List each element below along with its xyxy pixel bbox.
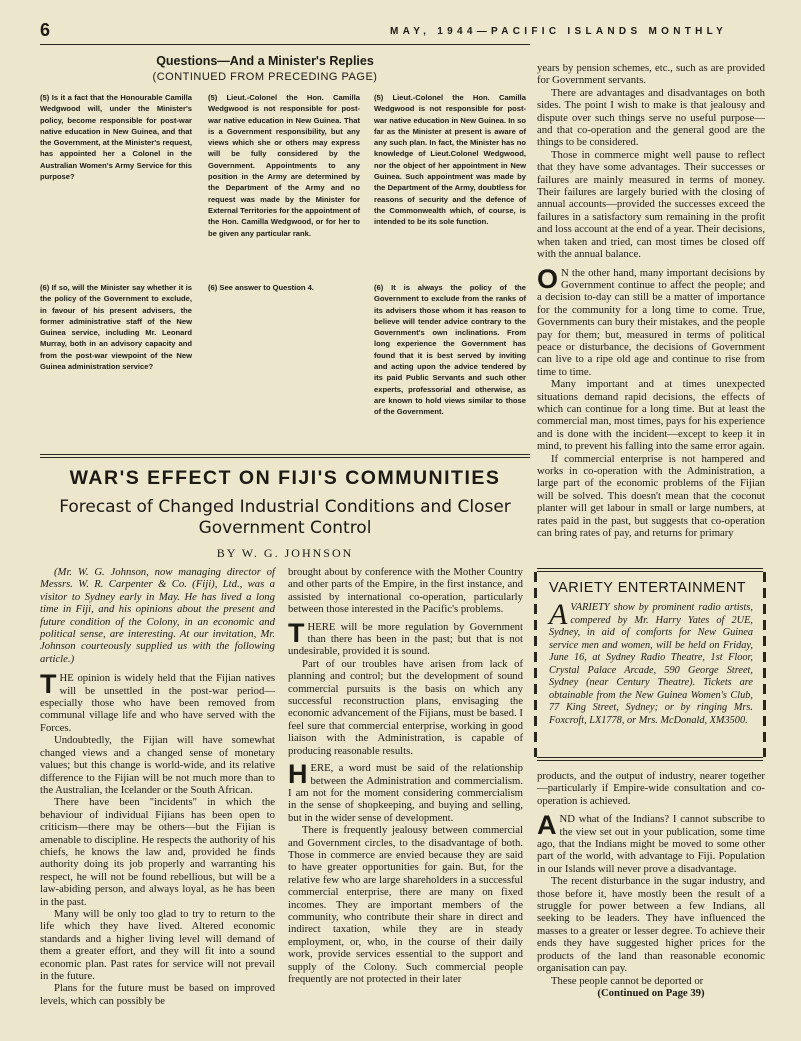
paragraph: There are advantages and disadvantages on both sides. The point I wish to make is that jealousy and dispute over such things serve no useful purpose—and that co-operation and the general good are the things to be considered.: [537, 86, 765, 149]
paragraph: The recent disturbance in the sugar industry, and those before it, have mostly been the result of a struggle for power between a few Indians, all seeking to be leaders. They have influenced the masses to a greater or lesser degree. To achieve their ends they have suggested higher prices for the products of the land than reasonable economic organisation can pay.: [537, 875, 765, 975]
answer-5-official: (5) Lieut.-Colonel the Hon. Camilla Wedgwood is not responsible for post-war native education in New Guinea. That is a Government responsibility, but any views which she or others may express will be fully considered by the Government. Appointments to any position in the Army are determined by the Department of the Army and no request was made by the Minister for External Territories for the appointment of the Hon. Camilla Wedgwood, or for her to be given any particular rank.: [208, 93, 360, 238]
paragraph: Many important and at times unexpected situations demand rapid decisions, the effects of which can continue for a long time. But at least the commercial man, most times, pays for his experience and is done with the incident—except to keep it in mind, to prevent his falling into the same error again.: [537, 378, 765, 453]
box-body: AVARIETY show by prominent radio artists, compered by Mr. Harry Yates of 2UE, Sydney, in aid of comforts for New Guinea service men and women, will be held on Friday, June 16, at Sydney Radio Theatre, 1st Floor, Crystal Palace Arcade, 590 George Street, Sydney (near Century Theatre). Tickets are obtainable from the New Guinea Women's Club, 77 King Street, Sydney; or by ringing Mrs. Foxcroft, LX1778, or Mrs. McDonald, XM3500.: [549, 598, 753, 726]
question-5: (5) Is it a fact that the Honourable Camilla Wedgwood will, under the Minister's policy, become responsible for post-war native education in New Guinea, and that the Government, at the Minister's request, has appointed her a Colonel in the Australian Women's Army Service for this purpose?: [40, 93, 192, 182]
answer-5-satirical: (5) Lieut.-Colonel the Hon. Camilla Wedgwood is not responsible for post-war native education in New Guinea. In so far as the Minister at present is aware of any such plan. In fact, the Minister has no knowledge of Lieut.Colonel Wedgwood, nor the object of her appointment in New Guinea. Such appointment was made by the Department of the Army, doubtless for reasons of security and the defence of the Commonwealth which, of course, is intended to be its sole function.: [374, 93, 526, 227]
drop-cap: A: [549, 598, 568, 631]
drop-cap: A: [537, 810, 557, 841]
right-column-bottom: [537, 770, 765, 999]
question-6: (6) If so, will the Minister say whether it is the policy of the Government to exclude, in favour of his present advisers, the former administrative staff of the New Guinea service, including Mr. Leonard Murray, both in an advisory capacity and from the post-war viewpoint of the New Guinea administration service?: [40, 283, 192, 372]
article-byline: BY W. G. JOHNSON: [216, 546, 354, 560]
running-head: MAY, 1944—PACIFIC ISLANDS MONTHLY: [390, 26, 728, 37]
drop-cap: T: [288, 617, 305, 648]
drop-cap: O: [537, 263, 559, 294]
drop-cap: H: [288, 759, 308, 790]
paragraph: Part of our troubles have arisen from lack of planning and control; but the development of sound commercial pursuits is the basis on which any successful reconstruction plans, envisaging the economic advancement of the Fijians, must be based. I feel sure that commercial enterprise, working in good liaison with the Administration, is capable of producing reasonable results.: [288, 657, 523, 757]
questions-title: Questions—And a Minister's Replies: [156, 54, 374, 68]
box-border-left: [534, 572, 537, 757]
section-rule: [40, 454, 530, 455]
paragraph: These people cannot be deported or: [551, 974, 704, 987]
continued-note: (Continued on Page 39): [597, 986, 705, 999]
paragraph: Many will be only too glad to try to return to the life which they have lived. Altered economic standards and a higher living level will demand of them a greater effort, and they will fit into a sound economic plan. Past rates for service will not prevail in the future.: [40, 907, 275, 982]
drop-cap: T: [40, 669, 57, 700]
article-subhead: Forecast of Changed Industrial Conditions and Closer Government Control: [59, 497, 511, 538]
paragraph: Undoubtedly, the Fijian will have somewhat changed views and a changed sense of monetary values; but this change is world-wide, and its relative difference to the Fijian will be not much more than to the Australian, the Icelander or the South African.: [40, 734, 275, 796]
paragraph: years by pension schemes, etc., such as are provided for Government servants.: [537, 62, 765, 87]
there-paragraph: THERE will be more regulation by Government than there has been in the past; but that is not undesirable, provided it is sound.: [288, 617, 523, 658]
answer-6-official: (6) See answer to Question 4.: [208, 283, 314, 292]
box-title: VARIETY ENTERTAINMENT: [549, 580, 747, 596]
opening-paragraph: THE opinion is widely held that the Fijian natives will be unsettled in the post-war period—especially those who have been removed from communal village life and who have served with the Forces.: [40, 669, 275, 734]
right-column-top: [537, 62, 765, 539]
article-column-left: [40, 566, 275, 1007]
paragraph: Those in commerce might well pause to reflect that they have some advantages. Their successes or failures are mainly measured in terms of money. Their failures are largely buried with the closing of annual accounts—provided the successes exceed the failures in a satisfactory sum remaining in the profit and loss account at the end of a year. Their decisions, when taken and tried, can most times be closed off with the annual balance.: [537, 148, 765, 261]
editor-intro: (Mr. W. G. Johnson, now managing director of Messrs. W. R. Carpenter & Co. (Fiji), Ltd., was a visitor to Sydney early in May. He has lived a long time in Fiji, and his opinions about the present and future condition of the Colony, in an economic and political sense, are interesting. At our invitation, Mr. Johnson courteously supplied us with the following article.): [40, 566, 275, 665]
answer-6-satirical: (6) It is always the policy of the Government to exclude from the ranks of its advisers those whom it has reason to believe will tender advice contrary to the Government's own inclinations. From long experience the Government has found that it is best served by inviting and acting upon the advice tendered by its paid Public Servants and such other experts, professorial and otherwise, as are known to hold views similar to those of the Government.: [374, 283, 526, 417]
paragraph: There have been "incidents" in which the behaviour of individual Fijians has been open to criticism—there may be others—but the Fijian is amenable to discipline. He respects the authority of his chiefs, he knows the law and, provided he finds authority doing its job properly and warranting his respect, he will not be found rebellious, but will be a law-abiding person, and always loyal, as he has been in the past.: [40, 796, 275, 908]
on-paragraph: O N the other hand, many important decisions by Government continue to affect the people; and a decision to-day can still be a matter of importance for the community for a long time to come. True, Governments can bury their mistakes, and the people pay for them; but, measured in terms of political peace or disturbance, the decisions of Government can live to a ripe old age and continue to rise from time to time.: [537, 263, 765, 378]
questions-subtitle: (CONTINUED FROM PRECEDING PAGE): [152, 71, 378, 83]
header-rule: [40, 44, 530, 45]
article-headline: WAR'S EFFECT ON FIJI'S COMMUNITIES: [69, 467, 501, 489]
article-column-middle: [288, 566, 523, 985]
variety-entertainment-box: [537, 568, 763, 761]
indians-paragraph: AND what of the Indians? I cannot subscribe to the view set out in your publication, some time ago, that the Indians might be moved to some other part of the world, with advantage to Fiji. Population in our Islands will never prove a disadvantage.: [537, 810, 765, 875]
paragraph: products, and the output of industry, nearer together—particularly if Empire-wide consultation and co-operation is achieved.: [537, 770, 765, 807]
paragraph: There is frequently jealousy between commercial and Government circles, to the disadvantage of both. Those in commerce are envied because they are said to have greater opportunities for gain. But, for the relative few who are large shareholders in a successful commercial enterprise, there are many on fixed incomes. They are important members of the community, who contribute their share in direct and indirect taxation, while they are in steady employment, or, who, in the course of their daily work, provide services essential to the support and supply of the Colony. Such commercial people frequently are not protected in their later: [288, 824, 523, 985]
section-rule-2: [40, 457, 530, 458]
paragraph: Plans for the future must be based on improved levels, which can possibly be: [40, 982, 275, 1007]
paragraph: If commercial enterprise is not hampered and works in co-operation with the Administration, a large part of the economic problems of the Fijian will be solved. This doesn't mean that the coconut planter will get labour in small or large numbers, at rates paid in the past, but suggests that co-operation can bring rates of pay, and returns for primary: [537, 452, 765, 540]
here-paragraph: HERE, a word must be said of the relationship between the Administration and commercialism. I am not for the moment considering commercialism in the sense of shopkeeping, and buying and selling, but in the wider sense of development.: [288, 759, 523, 824]
paragraph: brought about by conference with the Mother Country and other parts of the Empire, in the first instance, and assisted by international co-operation, particularly between those interested in the Pacific's problems.: [288, 566, 523, 616]
page-number: 6: [40, 20, 51, 40]
box-border-right: [763, 572, 766, 757]
